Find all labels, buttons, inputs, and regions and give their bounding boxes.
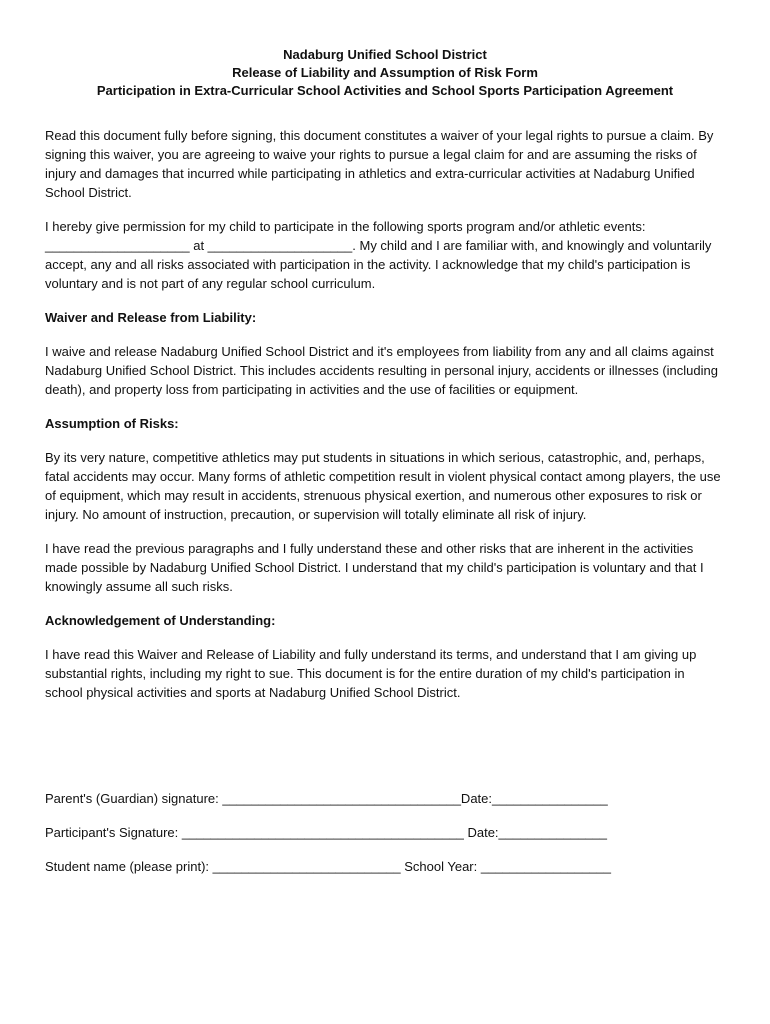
document-body [45,126,725,702]
assumption-paragraph-1: By its very nature, competitive athletics may put students in situations in which serious, catastrophic, and, perhaps, fatal accidents may occur. Many forms of athletic competition result in violent physical contact among players, the use of equipment, which may result in accidents, strenuous physical exertion, and numerous other exposures to risk or injury. No amount of instruction, precaution, or supervision will totally eliminate all risk of injury. [45,450,721,522]
student-name-line[interactable]: Student name (please print): __________________________ School Year: __________________ [45,859,611,874]
waiver-heading: Waiver and Release from Liability: [45,310,257,325]
form-subtitle: Participation in Extra-Curricular School Activities and School Sports Participation Agreement [96,83,674,98]
acknowledgement-heading: Acknowledgement of Understanding: [45,613,276,628]
document-header [0,46,770,100]
signature-block [45,789,725,891]
waiver-paragraph: I waive and release Nadaburg Unified School District and it's employees from liability from any and all claims against Nadaburg Unified School District. This includes accidents resulting in personal injury, accidents or illnesses (including death), and property loss from participating in activities and the use of facilities or equipment. [45,344,718,397]
permission-paragraph: I hereby give permission for my child to participate in the following sports program and/or athletic events: ____________________ at ____________________. My child and I are familiar with, and knowingly and voluntarily accept, any and all risks associated with participation in the activity. I acknowledge that my child's participation is voluntary and is not part of any regular school curriculum. [45,219,712,291]
acknowledgement-paragraph: I have read this Waiver and Release of Liability and fully understand its terms, and understand that I am giving up substantial rights, including my right to sue. This document is for the entire duration of my child's participation in school physical activities and sports at Nadaburg Unified School District. [45,647,697,700]
assumption-heading: Assumption of Risks: [45,416,179,431]
intro-paragraph: Read this document fully before signing, this document constitutes a waiver of your legal rights to pursue a claim. By signing this waiver, you are agreeing to waive your rights to pursue a legal claim for and are assuming the risks of injury and damages that incurred while participating in athletics and extra-curricular activities at Nadaburg Unified School District. [45,128,714,200]
participant-signature-line[interactable]: Participant's Signature: _______________________________________ Date:_______________ [45,825,607,840]
parent-signature-line[interactable]: Parent's (Guardian) signature: _________________________________Date:________________ [45,791,608,806]
form-title: Release of Liability and Assumption of Risk Form [232,65,538,80]
district-name: Nadaburg Unified School District [283,47,487,62]
assumption-paragraph-2: I have read the previous paragraphs and I fully understand these and other risks that are inherent in the activities made possible by Nadaburg Unified School District. I understand that my child's participation is voluntary and that I knowingly assume all such risks. [45,541,704,594]
